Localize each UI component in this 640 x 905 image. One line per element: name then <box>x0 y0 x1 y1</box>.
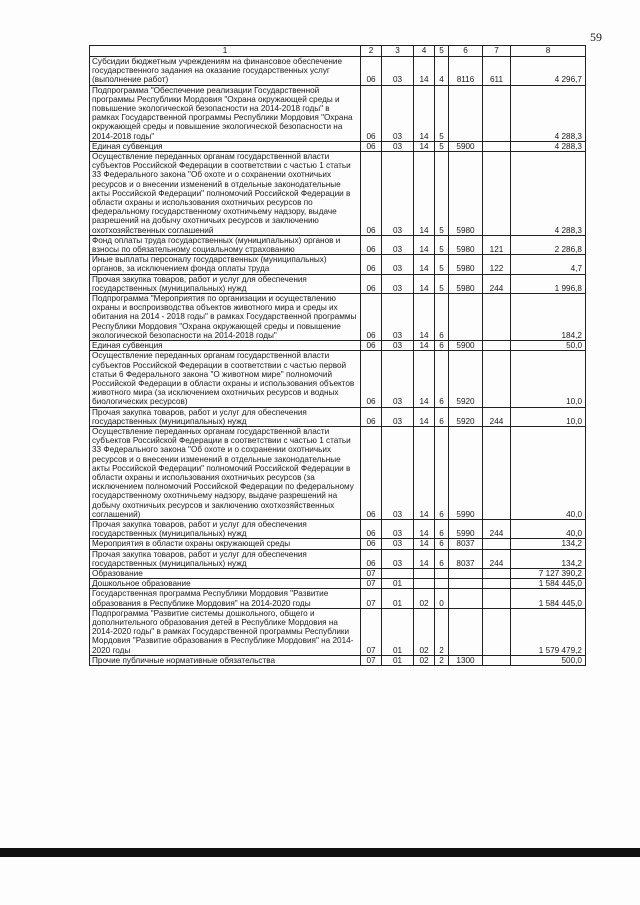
subsection-code-cell: 03 <box>382 274 414 293</box>
section-code-cell: 07 <box>361 568 382 578</box>
line-item-name: Дошкольное образование <box>92 579 191 589</box>
section-code-cell: 07 <box>361 579 382 589</box>
target-article-cell <box>449 589 483 608</box>
line-item-name-cell <box>90 274 361 293</box>
table-row <box>90 141 586 151</box>
line-item-name: Подпрограмма "Развитие системы дошкольного, общего и дополнительного образования детей в Республике Мордовия на 2014-2020 годы" в рамках Государственной программы Республики Мордовия "Развитие образования в Республике Мордовия" на 2014-2020 годы <box>92 608 354 655</box>
program-code-cell: 14 <box>414 235 435 254</box>
section-code-cell: 06 <box>361 274 382 293</box>
subsection-code-cell: 01 <box>382 608 414 655</box>
program-code-cell: 14 <box>414 274 435 293</box>
expense-type-cell <box>483 152 511 236</box>
program-code-cell <box>414 579 435 589</box>
amount-cell: 40,0 <box>511 426 586 519</box>
target-article-cell <box>449 85 483 141</box>
line-item-name: Иные выплаты персоналу государственных (муниципальных) органов, за исключением фонда оплаты труда <box>92 255 327 274</box>
line-item-name: Осуществление переданных органам государственной власти субъектов Российской Федерации в соответствии с частью первой статьи 6 Федерального закона "О животном мире" полномочий Российской Федерации в области охраны и использования объектов животного мира (за исключением охотничьих ресурсов и водных биологических ресурсов) <box>92 351 355 407</box>
line-item-name: Подпрограмма "Мероприятия по организации и осуществлению охраны и воспроизводства объектов животного мира и среды их обитания на 2014 - 2018 годы" в рамках Государственной программы Республики Мордовия "Охрана окружающей среды и повышение экологической безопасности на 2014-2018 годы" <box>92 294 357 340</box>
target-article-cell: 5900 <box>449 141 483 151</box>
line-item-name: Прочая закупка товаров, работ и услуг для обеспечения государственных (муниципальных) нужд <box>92 407 307 426</box>
subsection-code-cell: 03 <box>382 539 414 549</box>
expense-type-cell <box>483 655 511 665</box>
expense-type-cell: 244 <box>483 549 511 568</box>
line-item-name: Фонд оплаты труда государственных (муниципальных) органов и взносы по обязательному социальному страхованию <box>92 235 341 255</box>
target-article-cell: 8037 <box>449 539 483 549</box>
page-number: 59 <box>590 30 602 44</box>
subprogram-code-cell <box>435 568 449 578</box>
program-code-cell: 14 <box>414 141 435 151</box>
line-item-name-cell <box>90 141 361 151</box>
section-code-cell: 06 <box>361 255 382 274</box>
expense-type-cell <box>483 351 511 407</box>
subsection-code-cell: 03 <box>382 255 414 274</box>
amount-cell: 4 288,3 <box>511 141 586 151</box>
subsection-code-cell: 03 <box>382 152 414 236</box>
expense-type-cell <box>483 539 511 549</box>
amount-cell: 134,2 <box>511 539 586 549</box>
line-item-name: Единая субвенция <box>92 141 163 151</box>
target-article-cell: 5920 <box>449 351 483 407</box>
table-row <box>90 152 586 236</box>
subprogram-code-cell: 4 <box>435 57 449 86</box>
amount-cell: 4 288,3 <box>511 85 586 141</box>
line-item-name: Государственная программа Республики Мордовия "Развитие образования в Республике Мордовия" на 2014-2020 годы <box>92 589 329 608</box>
expense-type-cell <box>483 294 511 341</box>
target-article-cell: 5980 <box>449 274 483 293</box>
line-item-name: Прочая закупка товаров, работ и услуг для обеспечения государственных (муниципальных) нужд <box>92 549 307 568</box>
line-item-name: Единая субвенция <box>92 341 163 351</box>
subprogram-code-cell: 6 <box>435 294 449 341</box>
target-article-cell: 5980 <box>449 235 483 254</box>
table-row <box>90 589 586 608</box>
line-item-name-cell <box>90 351 361 407</box>
header-row <box>90 46 586 57</box>
header-cell: 5 <box>435 46 449 57</box>
expense-type-cell <box>483 141 511 151</box>
program-code-cell: 14 <box>414 426 435 519</box>
section-code-cell: 06 <box>361 549 382 568</box>
subprogram-code-cell <box>435 579 449 589</box>
line-item-name-cell <box>90 152 361 236</box>
subprogram-code-cell: 6 <box>435 351 449 407</box>
target-article-cell: 5990 <box>449 426 483 519</box>
expense-type-cell <box>483 85 511 141</box>
program-code-cell: 14 <box>414 152 435 236</box>
section-code-cell: 06 <box>361 85 382 141</box>
subsection-code-cell: 01 <box>382 655 414 665</box>
section-code-cell: 07 <box>361 655 382 665</box>
table-row <box>90 255 586 274</box>
expense-type-cell: 244 <box>483 519 511 538</box>
line-item-name-cell <box>90 341 361 351</box>
table-row <box>90 655 586 665</box>
table-row <box>90 579 586 589</box>
section-code-cell: 06 <box>361 426 382 519</box>
amount-cell: 184,2 <box>511 294 586 341</box>
subsection-code-cell: 03 <box>382 141 414 151</box>
amount-cell: 40,0 <box>511 519 586 538</box>
line-item-name: Осуществление переданных органам государственной власти субъектов Российской Федерации в соответствии с частью 1 статьи 33 Федерального закона "Об охоте и о сохранении охотничьих ресурсов и о внесении изменений в отдельные законодательные акты Российской Федерации" полномочий Российской Федерации в области охраны и использования охотничьих ресурсов по федеральному государственному охотничьему надзору, выдаче разрешений на добычу охотничьих ресурсов и заключению охотхозяйственных соглашений <box>92 152 351 235</box>
line-item-name: Подпрограмма "Обеспечение реализации Государственной программы Республики Мордовия "Охрана окружающей среды и повышение экологической безопасности на 2014-2018 годы" в рамках Государственной программы Республики Мордовия "Охрана окружающей среды и повышение экологической безопасности на 2014-2018 годы" <box>92 85 353 141</box>
table-row <box>90 608 586 655</box>
target-article-cell: 5980 <box>449 255 483 274</box>
program-code-cell: 14 <box>414 519 435 538</box>
target-article-cell <box>449 579 483 589</box>
program-code-cell: 14 <box>414 294 435 341</box>
line-item-name: Субсидии бюджетным учреждениям на финансовое обеспечение государственного задания на оказание государственных услуг (выполнение работ) <box>92 57 343 85</box>
line-item-name-cell <box>90 519 361 538</box>
subsection-code-cell: 03 <box>382 341 414 351</box>
subsection-code-cell: 03 <box>382 407 414 426</box>
line-item-name-cell <box>90 85 361 141</box>
table-row <box>90 274 586 293</box>
amount-cell: 1 996,8 <box>511 274 586 293</box>
line-item-name-cell <box>90 539 361 549</box>
subsection-code-cell: 03 <box>382 549 414 568</box>
table-row <box>90 568 586 578</box>
expense-type-cell <box>483 341 511 351</box>
section-code-cell: 07 <box>361 589 382 608</box>
amount-cell: 1 579 479,2 <box>511 608 586 655</box>
amount-cell: 1 584 445,0 <box>511 579 586 589</box>
subprogram-code-cell: 5 <box>435 85 449 141</box>
subsection-code-cell: 03 <box>382 294 414 341</box>
scan-edge-band <box>0 848 640 857</box>
expense-type-cell: 611 <box>483 57 511 86</box>
line-item-name-cell <box>90 608 361 655</box>
subprogram-code-cell: 2 <box>435 655 449 665</box>
subprogram-code-cell: 6 <box>435 407 449 426</box>
header-cell: 8 <box>511 46 586 57</box>
amount-cell: 7 127 390,2 <box>511 568 586 578</box>
target-article-cell: 5990 <box>449 519 483 538</box>
subsection-code-cell: 03 <box>382 235 414 254</box>
line-item-name-cell <box>90 589 361 608</box>
amount-cell: 4 296,7 <box>511 57 586 86</box>
expense-type-cell <box>483 568 511 578</box>
subprogram-code-cell: 2 <box>435 608 449 655</box>
line-item-name: Прочая закупка товаров, работ и услуг для обеспечения государственных (муниципальных) нужд <box>92 519 307 539</box>
subsection-code-cell <box>382 568 414 578</box>
expense-type-cell <box>483 589 511 608</box>
table-row <box>90 57 586 86</box>
expense-type-cell: 244 <box>483 274 511 293</box>
line-item-name-cell <box>90 549 361 568</box>
line-item-name: Осуществление переданных органам государственной власти субъектов Российской Федерации в соответствии с частью 1 статьи 33 Федерального закона "Об охоте и о сохранении охотничьих ресурсов и о внесении изменений в отдельные законодательные акты Российской Федерации" полномочий Российской Федерации в области охраны и использования охотничьих ресурсов (за исключением полномочий Российской Федерации по федеральному государственному охотничьему надзору, выдаче разрешений на добычу охотничьих ресурсов и заключению охотхозяйственных соглашений) <box>92 426 354 519</box>
section-code-cell: 06 <box>361 539 382 549</box>
subprogram-code-cell: 6 <box>435 549 449 568</box>
table-row <box>90 235 586 254</box>
target-article-cell <box>449 568 483 578</box>
subprogram-code-cell: 5 <box>435 152 449 236</box>
section-code-cell: 06 <box>361 351 382 407</box>
subprogram-code-cell: 5 <box>435 235 449 254</box>
program-code-cell <box>414 568 435 578</box>
section-code-cell: 06 <box>361 152 382 236</box>
header-cell: 6 <box>449 46 483 57</box>
program-code-cell: 02 <box>414 655 435 665</box>
expense-type-cell: 121 <box>483 235 511 254</box>
subprogram-code-cell: 5 <box>435 274 449 293</box>
amount-cell: 50,0 <box>511 341 586 351</box>
program-code-cell: 14 <box>414 57 435 86</box>
line-item-name: Образование <box>92 568 143 578</box>
subprogram-code-cell: 6 <box>435 519 449 538</box>
section-code-cell: 06 <box>361 341 382 351</box>
table-row <box>90 549 586 568</box>
line-item-name: Прочая закупка товаров, работ и услуг для обеспечения государственных (муниципальных) нужд <box>92 274 307 293</box>
amount-cell: 10,0 <box>511 351 586 407</box>
line-item-name-cell <box>90 255 361 274</box>
program-code-cell: 14 <box>414 351 435 407</box>
amount-cell: 1 584 445,0 <box>511 589 586 608</box>
section-code-cell: 06 <box>361 407 382 426</box>
section-code-cell: 06 <box>361 519 382 538</box>
amount-cell: 10,0 <box>511 407 586 426</box>
expense-type-cell: 122 <box>483 255 511 274</box>
subsection-code-cell: 03 <box>382 351 414 407</box>
line-item-name: Прочие публичные нормативные обязательства <box>92 655 276 665</box>
line-item-name-cell <box>90 655 361 665</box>
target-article-cell: 5900 <box>449 341 483 351</box>
target-article-cell <box>449 294 483 341</box>
program-code-cell: 14 <box>414 85 435 141</box>
program-code-cell: 14 <box>414 407 435 426</box>
subprogram-code-cell: 5 <box>435 255 449 274</box>
subsection-code-cell: 03 <box>382 57 414 86</box>
section-code-cell: 06 <box>361 294 382 341</box>
subprogram-code-cell: 0 <box>435 589 449 608</box>
section-code-cell: 06 <box>361 57 382 86</box>
target-article-cell: 8037 <box>449 549 483 568</box>
line-item-name-cell <box>90 235 361 254</box>
budget-table <box>89 45 586 666</box>
target-article-cell: 1300 <box>449 655 483 665</box>
subprogram-code-cell: 5 <box>435 141 449 151</box>
table-row <box>90 539 586 549</box>
subsection-code-cell: 03 <box>382 85 414 141</box>
expense-type-cell <box>483 426 511 519</box>
program-code-cell: 14 <box>414 539 435 549</box>
subsection-code-cell: 03 <box>382 519 414 538</box>
subsection-code-cell: 01 <box>382 589 414 608</box>
line-item-name-cell <box>90 568 361 578</box>
target-article-cell: 5920 <box>449 407 483 426</box>
program-code-cell: 14 <box>414 341 435 351</box>
header-cell: 3 <box>382 46 414 57</box>
amount-cell: 4,7 <box>511 255 586 274</box>
amount-cell: 2 286,8 <box>511 235 586 254</box>
header-cell: 1 <box>90 46 361 57</box>
target-article-cell: 8116 <box>449 57 483 86</box>
line-item-name-cell <box>90 579 361 589</box>
amount-cell: 134,2 <box>511 549 586 568</box>
amount-cell: 4 288,3 <box>511 152 586 236</box>
expense-type-cell: 244 <box>483 407 511 426</box>
line-item-name-cell <box>90 294 361 341</box>
amount-cell: 500,0 <box>511 655 586 665</box>
expense-type-cell <box>483 608 511 655</box>
subsection-code-cell: 01 <box>382 579 414 589</box>
header-cell: 7 <box>483 46 511 57</box>
section-code-cell: 06 <box>361 141 382 151</box>
subprogram-code-cell: 6 <box>435 426 449 519</box>
header-cell: 4 <box>414 46 435 57</box>
table-row <box>90 351 586 407</box>
program-code-cell: 14 <box>414 549 435 568</box>
line-item-name-cell <box>90 426 361 519</box>
program-code-cell: 02 <box>414 608 435 655</box>
line-item-name-cell <box>90 407 361 426</box>
section-code-cell: 06 <box>361 235 382 254</box>
section-code-cell: 07 <box>361 608 382 655</box>
table-row <box>90 294 586 341</box>
target-article-cell: 5980 <box>449 152 483 236</box>
line-item-name-cell <box>90 57 361 86</box>
program-code-cell: 14 <box>414 255 435 274</box>
target-article-cell <box>449 608 483 655</box>
table-row <box>90 85 586 141</box>
table-row <box>90 341 586 351</box>
table-row <box>90 426 586 519</box>
subsection-code-cell: 03 <box>382 426 414 519</box>
program-code-cell: 02 <box>414 589 435 608</box>
subprogram-code-cell: 6 <box>435 539 449 549</box>
expense-type-cell <box>483 579 511 589</box>
line-item-name: Мероприятия в области охраны окружающей среды <box>92 539 291 549</box>
subprogram-code-cell: 6 <box>435 341 449 351</box>
table-row <box>90 519 586 538</box>
header-cell: 2 <box>361 46 382 57</box>
table-row <box>90 407 586 426</box>
